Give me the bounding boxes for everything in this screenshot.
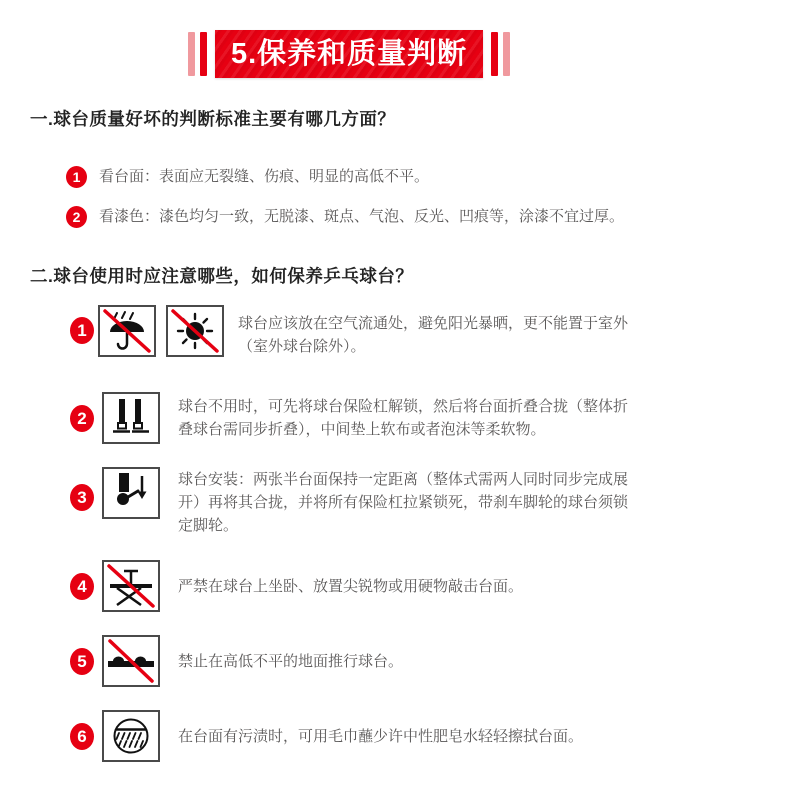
number-badge-1: 1	[66, 166, 87, 188]
item-text: 球台应该放在空气流通处，避免阳光暴晒，更不能置于室外（室外球台除外）。	[238, 315, 629, 355]
number-badge-3: 3	[70, 484, 94, 511]
number-badge-1: 1	[70, 317, 94, 344]
list-item	[66, 166, 429, 188]
item-text: 球台安装：两张半台面保持一定距离（整体式需两人同时同步完成展开）再将其合拢，并将所有保险杠拉紧锁死，带刹车脚轮的球台须锁定脚轮。	[178, 471, 629, 534]
page-title: 5.保养和质量判断	[215, 30, 483, 78]
banner-left-outer-bar	[188, 32, 195, 76]
number-badge-2: 2	[70, 405, 94, 432]
folded-table-icon	[102, 392, 160, 444]
banner-left-inner-bar	[200, 32, 207, 76]
section1-heading: 一.球台质量好坏的判断标准主要有哪几方面？	[30, 109, 396, 129]
banner-right-inner-bar	[491, 32, 498, 76]
section2-heading: 二.球台使用时应注意哪些，如何保养乒乓球台？	[30, 266, 414, 286]
item-text: 球台不用时，可先将球台保险杠解锁，然后将台面折叠合拢（整体折叠球台需同步折叠），中间垫上软布或者泡沫等柔软物。	[178, 398, 629, 438]
number-badge-4: 4	[70, 573, 94, 600]
item-text: 看漆色：漆色均匀一致，无脱漆、斑点、气泡、反光、凹痕等，涂漆不宜过厚。	[99, 208, 625, 225]
table-unfold-icon	[102, 467, 160, 519]
number-badge-6: 6	[70, 723, 94, 750]
item-text: 看台面：表面应无裂缝、伤痕、明显的高低不平。	[99, 168, 430, 185]
banner-right-outer-bar	[503, 32, 510, 76]
number-badge-5: 5	[70, 648, 94, 675]
item-text: 禁止在高低不平的地面推行球台。	[178, 653, 404, 670]
number-badge-2: 2	[66, 206, 87, 228]
no-sun-icon	[166, 305, 224, 357]
no-uneven-ground-icon	[102, 635, 160, 687]
wipe-clean-icon	[102, 710, 160, 762]
title-banner	[188, 30, 510, 78]
no-rain-icon	[98, 305, 156, 357]
item-text: 严禁在球台上坐卧、放置尖锐物或用硬物敲击台面。	[178, 578, 524, 595]
item-text: 在台面有污渍时，可用毛巾蘸少许中性肥皂水轻轻擦拭台面。	[178, 728, 584, 745]
no-sitting-icon	[102, 560, 160, 612]
list-item	[66, 206, 624, 228]
